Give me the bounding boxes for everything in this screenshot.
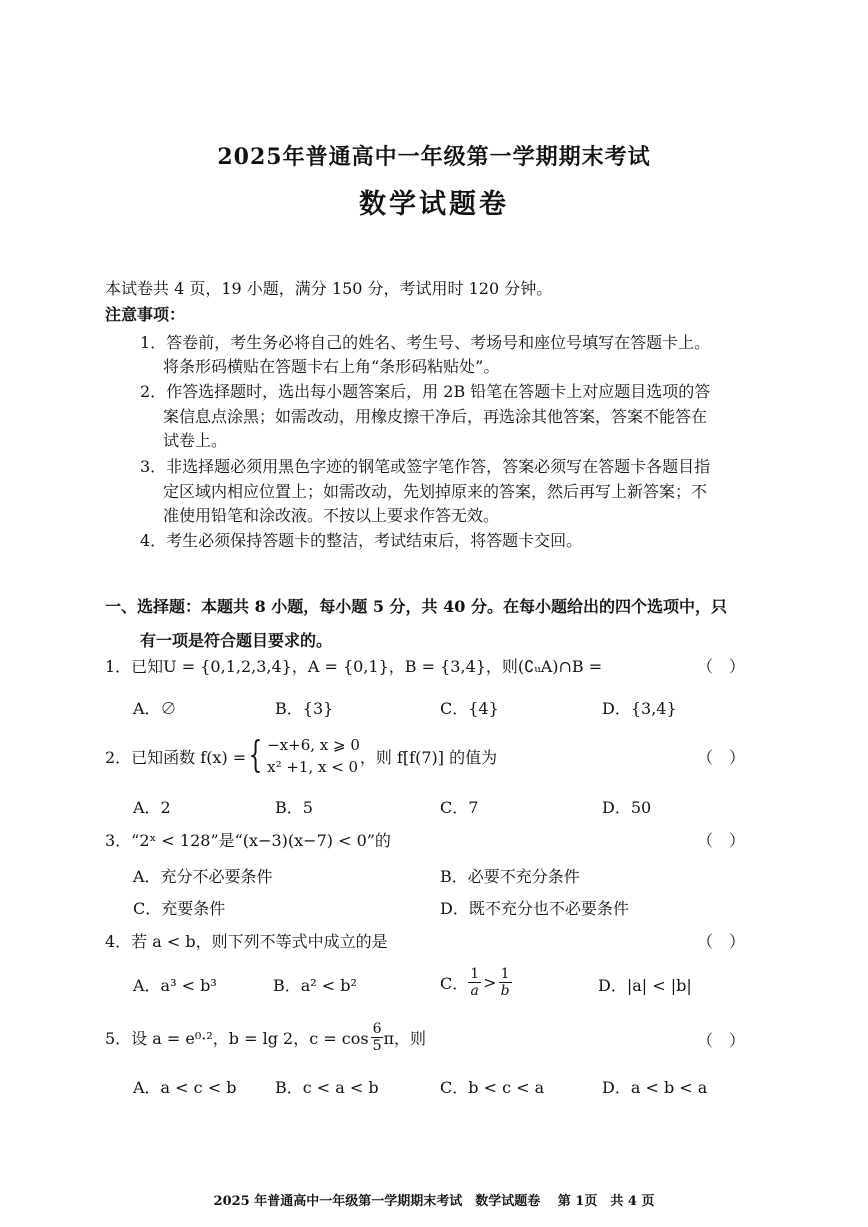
answer-paren: （ ） <box>697 932 746 951</box>
answer-paren: （ ） <box>697 657 746 676</box>
option: B．a² < b² <box>273 976 357 995</box>
note-line: 试卷上。 <box>163 431 228 450</box>
stem-prefix: 5．设 a = e⁰·²，b = lg 2，c = cos <box>105 1028 369 1048</box>
note-line: 2．作答选择题时，选出每小题答案后，用 2B 铅笔在答题卡上对应题目选项的答 <box>140 382 711 401</box>
option: D．既不充分也不必要条件 <box>440 899 629 918</box>
fraction-denominator: b <box>500 982 510 999</box>
option: B．c < a < b <box>275 1078 379 1097</box>
option: A．a³ < b³ <box>133 976 217 995</box>
option: A．∅ <box>133 699 177 718</box>
option: D．50 <box>602 798 652 817</box>
greater-than: > <box>483 972 497 992</box>
stem-suffix: π，则 <box>383 1028 427 1048</box>
question-stem <box>105 1017 426 1057</box>
section-heading: 有一项是符合题目要求的。 <box>140 631 333 650</box>
note-line: 准使用铅笔和涂改液。不按以上要求作答无效。 <box>163 506 500 525</box>
note-line: 案信息点涂黑；如需改动，用橡皮擦干净后，再选涂其他答案，答案不能答在 <box>163 407 708 426</box>
answer-paren: （ ） <box>697 748 746 767</box>
option: B．5 <box>275 798 313 817</box>
note-line: 将条形码横贴在答题卡右上角“条形码粘贴处”。 <box>163 357 500 376</box>
stem-prefix: 2．已知函数 f(x) = <box>105 747 247 767</box>
fraction <box>468 966 481 999</box>
exam-summary: 本试卷共 4 页，19 小题，满分 150 分，考试用时 120 分钟。 <box>105 279 553 298</box>
page-footer: 2025 年普通高中一年级第一学期期末考试 数学试题卷 第 1页 共 4 页 <box>213 1194 655 1209</box>
option: C．{4} <box>440 699 499 718</box>
piecewise-cases <box>267 734 360 778</box>
case-line: −x+6, x ⩾ 0 <box>267 736 360 754</box>
brace: { <box>248 735 263 776</box>
fraction-numerator: 1 <box>499 966 512 983</box>
fraction <box>499 966 512 999</box>
question-stem <box>105 733 497 779</box>
question-stem: 1．已知U = {0,1,2,3,4}，A = {0,1}，B = {3,4}，则(∁ᵤA)∩B = <box>105 657 603 676</box>
option: A．2 <box>133 798 171 817</box>
question-stem: 3．“2ˣ < 128”是“(x−3)(x−7) < 0”的 <box>105 831 391 850</box>
notice-title: 注意事项： <box>105 305 186 324</box>
question-stem: 4．若 a < b，则下列不等式中成立的是 <box>105 932 388 951</box>
page-title: 2025年普通高中一年级第一学期期末考试 <box>217 144 651 170</box>
note-line: 3．非选择题必须用黑色字迹的钢笔或签字笔作答，答案必须写在答题卡各题目指 <box>140 457 711 476</box>
option: B．{3} <box>275 699 334 718</box>
case-line: x² +1, x < 0 <box>267 758 359 776</box>
fraction-denominator: a <box>470 982 479 999</box>
option: C．充要条件 <box>133 899 226 918</box>
option: A．a < c < b <box>133 1078 237 1097</box>
option: C．b < c < a <box>440 1078 545 1097</box>
option: A．充分不必要条件 <box>133 867 273 886</box>
section-heading: 一、选择题：本题共 8 小题，每小题 5 分，共 40 分。在每小题给出的四个选项中，只 <box>105 597 727 616</box>
page-subtitle: 数学试题卷 <box>359 189 509 220</box>
option: D．{3,4} <box>602 699 677 718</box>
note-line: 1．答卷前，考生务必将自己的姓名、考生号、考场号和座位号填写在答题卡上。 <box>140 333 711 352</box>
answer-paren: （ ） <box>697 831 746 850</box>
note-line: 定区域内相应位置上；如需改动，先划掉原来的答案，然后再写上新答案；不 <box>163 482 708 501</box>
option: D．a < b < a <box>602 1078 708 1097</box>
option: D．|a| < |b| <box>598 976 692 995</box>
fraction-denominator: 5 <box>372 1037 382 1054</box>
note-line: 4．考生必须保持答题卡的整洁，考试结束后，将答题卡交回。 <box>140 531 583 550</box>
option-label: C． <box>440 973 469 993</box>
option: B．必要不充分条件 <box>440 867 580 886</box>
stem-suffix: ，则 f[f(7)] 的值为 <box>359 747 498 767</box>
answer-paren: （ ） <box>697 1031 746 1050</box>
option: C．7 <box>440 798 479 817</box>
fraction-numerator: 1 <box>470 965 480 982</box>
fraction-numerator: 6 <box>372 1020 382 1037</box>
fraction <box>371 1021 384 1054</box>
option <box>440 962 512 1002</box>
